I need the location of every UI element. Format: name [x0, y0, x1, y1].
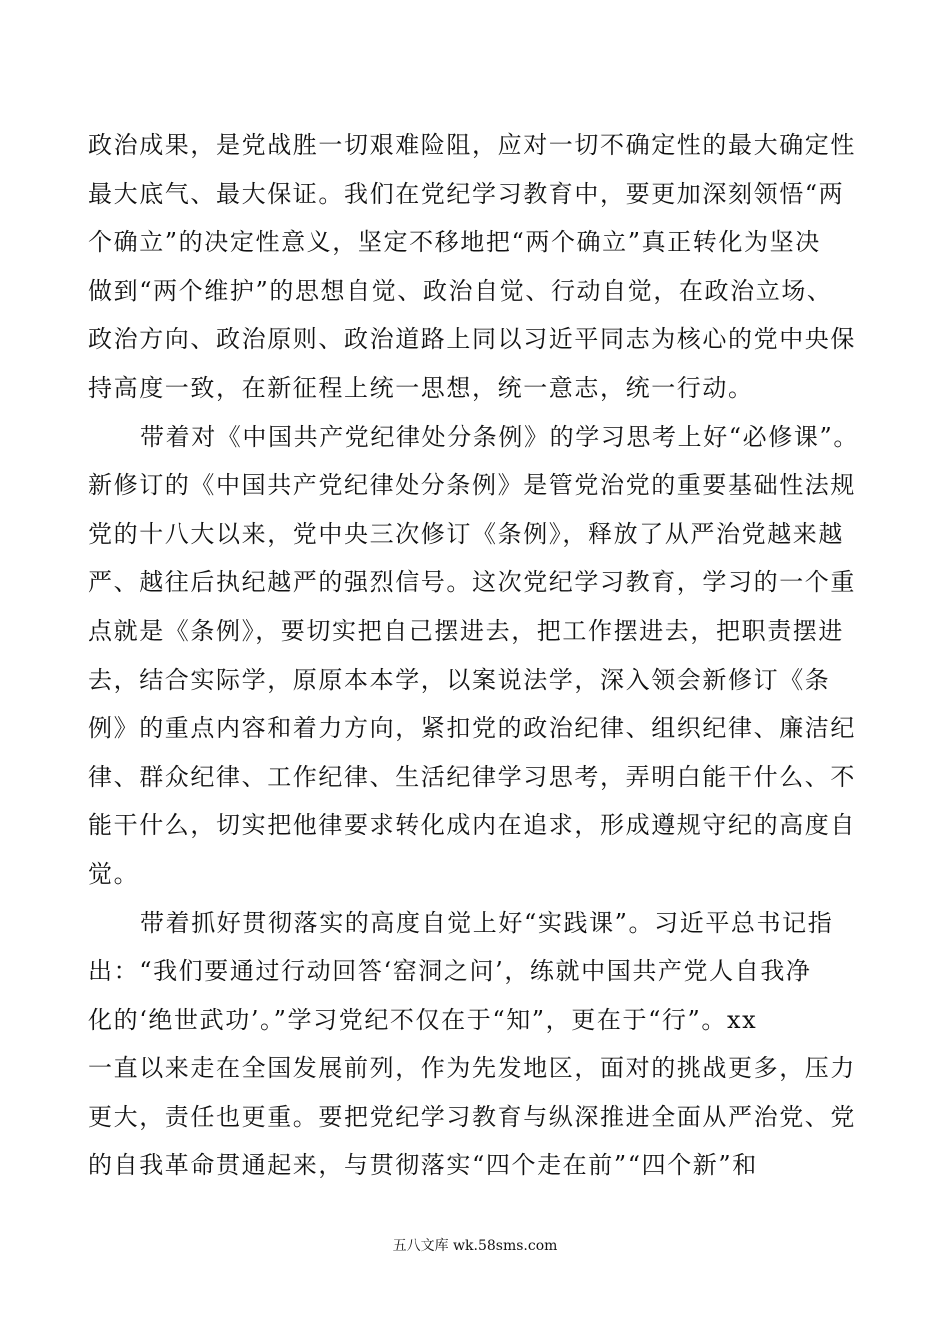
text-line: 严、越往后执纪越严的强烈信号。这次党纪学习教育，学习的一个重 [88, 568, 856, 597]
text-line: 化的‘绝世武功’。”学习党纪不仅在于“知”，更在于“行”。xx [88, 1005, 758, 1034]
text-line: 持高度一致，在新征程上统一思想，统一意志，统一行动。 [88, 373, 754, 402]
paragraph-start-line: 带着对《中国共产党纪律处分条例》的学习思考上好“必修课”。 [140, 422, 859, 451]
text-line: 能干什么，切实把他律要求转化成内在追求，形成遵规守纪的高度自 [88, 811, 856, 840]
text-line: 觉。 [88, 859, 140, 888]
text-line: 个确立”的决定性意义，坚定不移地把“两个确立”真正转化为坚决 [88, 228, 821, 257]
text-line: 新修订的《中国共产党纪律处分条例》是管党治党的重要基础性法规 [88, 471, 856, 500]
text-line: 例》的重点内容和着力方向，紧扣党的政治纪律、组织纪律、廉洁纪 [88, 714, 856, 743]
text-line: 的自我革命贯通起来，与贯彻落实“四个走在前”“四个新”和 [88, 1151, 758, 1180]
text-line: 点就是《条例》，要切实把自己摆进去，把工作摆进去，把职责摆进 [88, 616, 844, 645]
text-line: 一直以来走在全国发展前列，作为先发地区，面对的挑战更多，压力 [88, 1054, 856, 1083]
text-line: 更大，责任也更重。要把党纪学习教育与纵深推进全面从严治党、党 [88, 1102, 856, 1131]
footer-watermark: 五八文库 wk.58sms.com [392, 1238, 558, 1254]
text-line: 政治方向、政治原则、政治道路上同以习近平同志为核心的党中央保 [88, 325, 856, 354]
text-line: 政治成果，是党战胜一切艰难险阻，应对一切不确定性的最大确定性 [88, 131, 856, 159]
body-text [88, 121, 888, 1190]
text-line: 去，结合实际学，原原本本学，以案说法学，深入领会新修订《条 [88, 665, 831, 694]
paragraph-start-line: 带着抓好贯彻落实的高度自觉上好“实践课”。习近平总书记指 [140, 908, 834, 937]
text-line: 出：“我们要通过行动回答‘窑洞之问’，练就中国共产党人自我净 [88, 957, 812, 986]
text-line: 党的十八大以来，党中央三次修订《条例》，释放了从严治党越来越 [88, 519, 844, 548]
text-line: 律、群众纪律、工作纪律、生活纪律学习思考，弄明白能干什么、不 [88, 762, 856, 791]
text-line: 最大底气、最大保证。我们在党纪学习教育中，要更加深刻领悟“两 [88, 179, 845, 208]
text-line: 做到“两个维护”的思想自觉、政治自觉、行动自觉，在政治立场、 [88, 276, 833, 305]
